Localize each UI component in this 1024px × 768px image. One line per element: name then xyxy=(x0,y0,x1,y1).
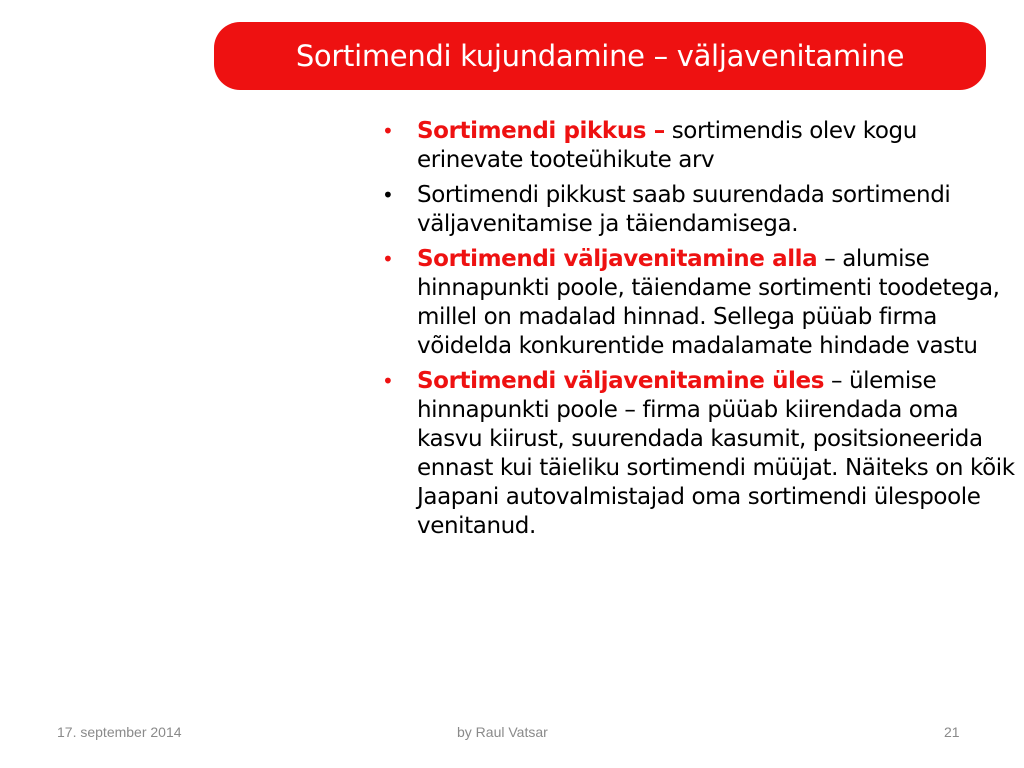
bullet-term: Sortimendi väljavenitamine alla xyxy=(417,246,818,272)
bullet-list xyxy=(382,117,1022,547)
page-number: 21 xyxy=(944,724,960,740)
slide-title-bar xyxy=(214,22,986,90)
bullet-item xyxy=(382,367,1022,541)
bullet-point-icon: • xyxy=(382,247,394,271)
footer-date: 17. september 2014 xyxy=(57,724,182,740)
bullet-text: – alumise hinnapunkti poole, täiendame sortimenti toodetega, millel on madalad hinnad. Sellega püüab firma võidelda konkurentide madalamate hindade vastu xyxy=(417,246,1000,359)
bullet-item xyxy=(382,117,1022,175)
bullet-point-icon: • xyxy=(382,119,394,143)
bullet-term: Sortimendi väljavenitamine üles xyxy=(417,368,825,394)
bullet-text: sortimendis olev kogu erinevate tooteühikute arv xyxy=(417,118,917,173)
bullet-point-icon: • xyxy=(382,183,394,207)
bullet-item xyxy=(382,245,1022,361)
bullet-item xyxy=(382,181,1022,239)
bullet-point-icon: • xyxy=(382,369,394,393)
bullet-term: Sortimendi pikkus – xyxy=(417,118,665,144)
footer-author: by Raul Vatsar xyxy=(457,724,548,740)
bullet-text: Sortimendi pikkust saab suurendada sortimendi väljavenitamise ja täiendamisega. xyxy=(417,182,951,237)
bullet-text: – ülemise hinnapunkti poole – firma püüab kiirendada oma kasvu kiirust, suurendada kasumit, positsioneerida ennast kui täieliku sortimendi müüjat. Näiteks on kõik Jaapani autovalmistajad oma sortimendi ülespoole venitanud. xyxy=(417,368,1015,539)
slide-title: Sortimendi kujundamine – väljavenitamine xyxy=(295,39,905,73)
